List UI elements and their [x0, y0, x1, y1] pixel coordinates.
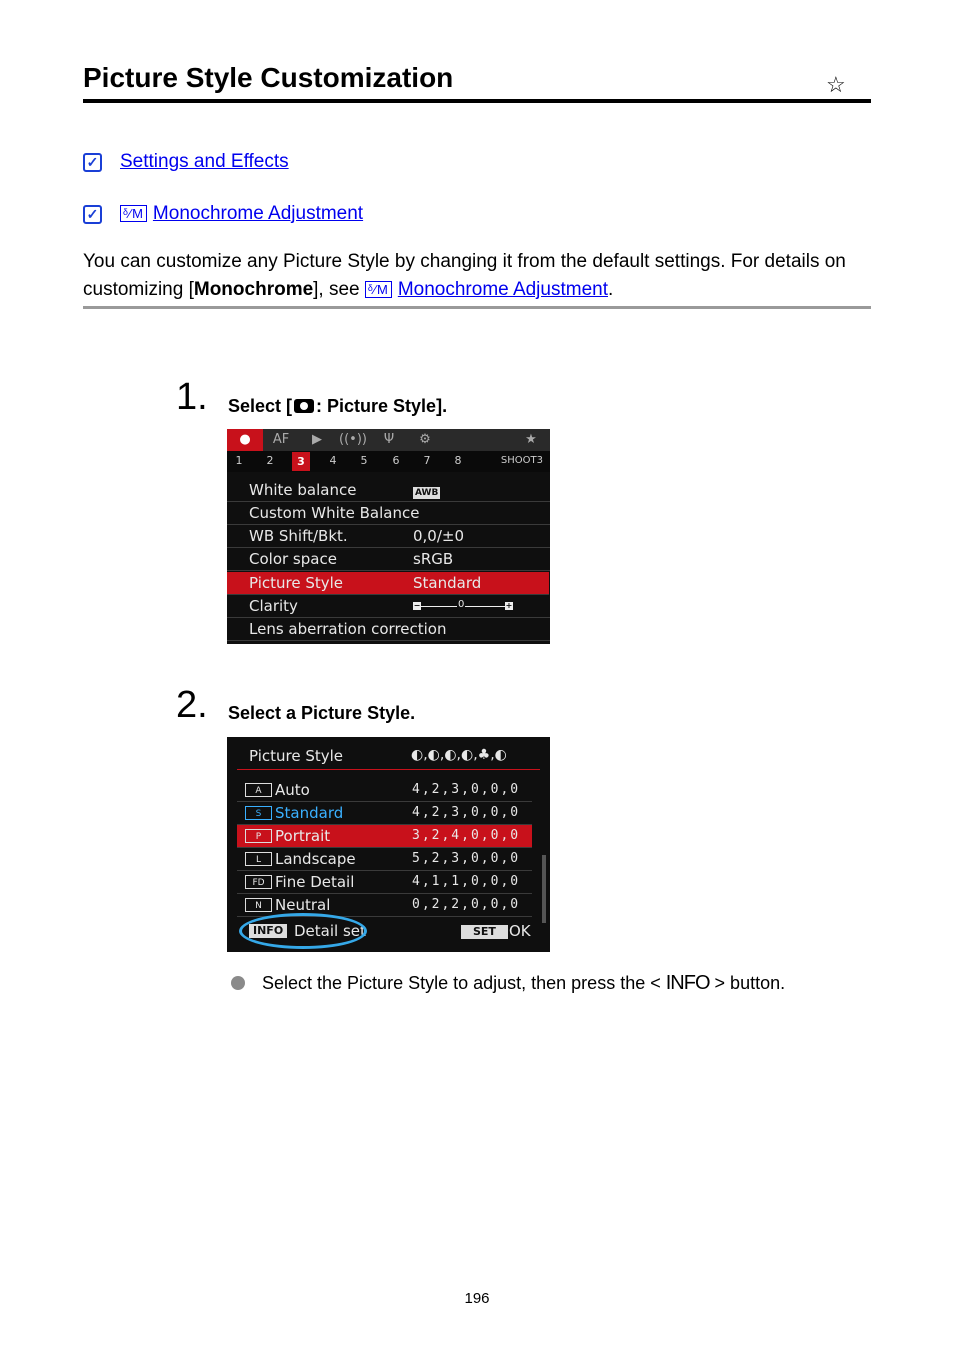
style-name: Standard — [275, 804, 344, 822]
style-values: 5,2,3,0,0,0 — [412, 851, 521, 866]
style-values: 4,1,1,0,0,0 — [412, 874, 521, 889]
minus-icon: − — [413, 601, 421, 610]
page-tab-active[interactable]: 3 — [292, 452, 310, 471]
custom-tab[interactable]: ⚙ — [419, 432, 431, 447]
menu-item-label: Lens aberration correction — [249, 620, 447, 638]
menu-item-label: WB Shift/Bkt. — [249, 527, 348, 545]
style-icon: P — [245, 829, 272, 843]
info-button-icon: INFO — [665, 972, 710, 994]
monochrome-style-icon: ᵟ⁄M — [120, 205, 147, 222]
heading-divider — [237, 769, 540, 770]
title-divider — [83, 99, 871, 103]
star-icon: ☆ — [826, 72, 846, 97]
style-values: 0,2,2,0,0,0 — [412, 897, 521, 912]
picture-style-screenshot — [227, 737, 550, 952]
detail-set-label: Detail set — [294, 922, 366, 940]
page-title: Picture Style Customization — [83, 62, 454, 93]
menu-item-wb-shift[interactable] — [227, 525, 550, 548]
awb-icon: AWB — [415, 488, 439, 498]
playback-tab[interactable]: ▶ — [312, 432, 322, 447]
style-row-auto[interactable] — [237, 779, 532, 802]
scrollbar[interactable] — [542, 855, 546, 923]
menu-page-numbers — [227, 451, 550, 472]
monochrome-style-icon: ᵟ⁄M — [365, 281, 392, 298]
wireless-tab[interactable]: ((•)) — [339, 432, 367, 447]
step-instruction — [228, 396, 447, 417]
step-number: 1. — [176, 376, 208, 418]
af-tab[interactable]: AF — [272, 432, 290, 447]
menu-item-value: 0,0/±0 — [413, 527, 465, 545]
style-icon: S — [245, 806, 272, 820]
style-name: Landscape — [275, 850, 356, 868]
page-tab[interactable]: 4 — [329, 454, 337, 467]
page-tab[interactable]: 5 — [360, 454, 368, 467]
menu-item-label: Color space — [249, 550, 337, 568]
menu-item-label: White balance — [249, 481, 357, 499]
checkbox-link-icon: ✓ — [83, 153, 102, 172]
bullet-text — [262, 972, 785, 995]
camera-icon — [294, 399, 314, 413]
checkbox-link-icon: ✓ — [83, 205, 102, 224]
menu-item-label: Picture Style — [249, 574, 344, 592]
step-instruction: Select a Picture Style. — [228, 703, 416, 723]
step-text: : Picture Style]. — [316, 396, 448, 416]
picture-style-heading: Picture Style — [249, 747, 344, 765]
style-row-standard[interactable] — [237, 802, 532, 825]
style-name: Fine Detail — [275, 873, 355, 891]
menu-item-value: Standard — [413, 574, 482, 592]
page-tab[interactable]: 8 — [454, 454, 462, 467]
menu-item-picture-style[interactable] — [227, 572, 549, 595]
style-icon: L — [245, 852, 272, 866]
highlight-oval — [239, 913, 367, 949]
link-row-settings — [83, 149, 289, 175]
intro-text: . — [608, 279, 614, 300]
intro-bold: Monochrome — [193, 279, 314, 300]
bullet-icon — [231, 976, 245, 990]
style-row-portrait[interactable] — [237, 825, 532, 848]
link-label: Monochrome Adjustment — [397, 279, 608, 300]
bullet-text-part: Select the Picture Style to adjust, then press the < — [262, 973, 661, 993]
intro-monochrome-link[interactable] — [365, 279, 608, 300]
style-values: 4,2,3,0,0,0 — [412, 782, 521, 797]
monochrome-adjustment-link[interactable] — [120, 203, 363, 225]
style-values: 4,2,3,0,0,0 — [412, 805, 521, 820]
page-tab[interactable]: 2 — [266, 454, 274, 467]
menu-item-white-balance[interactable] — [227, 479, 550, 502]
step-number: 2. — [176, 684, 208, 726]
page-number: 196 — [464, 1290, 490, 1307]
bullet-text-part: > button. — [714, 973, 786, 993]
style-values: 3,2,4,0,0,0 — [412, 828, 521, 843]
intro-text: You can customize any Picture Style by changing it from the default settings. For details on customizing [ — [83, 251, 846, 300]
camera-menu-screenshot — [227, 429, 550, 644]
menu-item-custom-wb[interactable] — [227, 502, 550, 525]
menu-item-clarity[interactable] — [227, 595, 550, 618]
settings-and-effects-link[interactable]: Settings and Effects — [120, 151, 289, 172]
intro-text: ], see — [313, 279, 365, 300]
clarity-value: 0 — [458, 599, 465, 610]
style-name: Auto — [275, 781, 310, 799]
menu-item-lens-aberration[interactable] — [227, 618, 550, 641]
info-button[interactable]: INFO — [249, 924, 287, 938]
style-name: Portrait — [275, 827, 331, 845]
menu-item-color-space[interactable] — [227, 548, 550, 571]
parameter-icons: ◐,◐,◐,◐,♣,◐ — [411, 747, 507, 763]
page-tab[interactable]: 1 — [235, 454, 243, 467]
style-row-fine-detail[interactable] — [237, 871, 532, 894]
style-icon: FD — [245, 875, 272, 889]
mymenu-tab[interactable]: ★ — [525, 432, 537, 447]
menu-tab-bar — [227, 429, 550, 451]
clarity-slider — [413, 599, 513, 611]
menu-item-value: sRGB — [413, 550, 454, 568]
plus-icon: + — [505, 601, 513, 610]
style-name: Neutral — [275, 896, 331, 914]
setup-tab[interactable]: Ψ — [383, 432, 395, 447]
step-text: Select [ — [228, 396, 293, 416]
page-tab[interactable]: 7 — [423, 454, 431, 467]
set-button[interactable]: SET — [461, 925, 508, 939]
style-icon: N — [245, 898, 272, 912]
page-tab[interactable]: 6 — [392, 454, 400, 467]
style-icon: A — [245, 783, 272, 797]
section-divider — [83, 306, 871, 309]
intro-paragraph — [83, 248, 873, 304]
menu-item-label: Clarity — [249, 597, 298, 615]
ok-label: OK — [509, 922, 531, 940]
menu-page-label: SHOOT3 — [500, 455, 543, 466]
link-row-monochrome — [83, 201, 363, 227]
menu-item-label: Custom White Balance — [249, 504, 420, 522]
shoot-tab[interactable]: ● — [227, 429, 263, 451]
style-row-landscape[interactable] — [237, 848, 532, 871]
link-label: Monochrome Adjustment — [152, 203, 364, 224]
